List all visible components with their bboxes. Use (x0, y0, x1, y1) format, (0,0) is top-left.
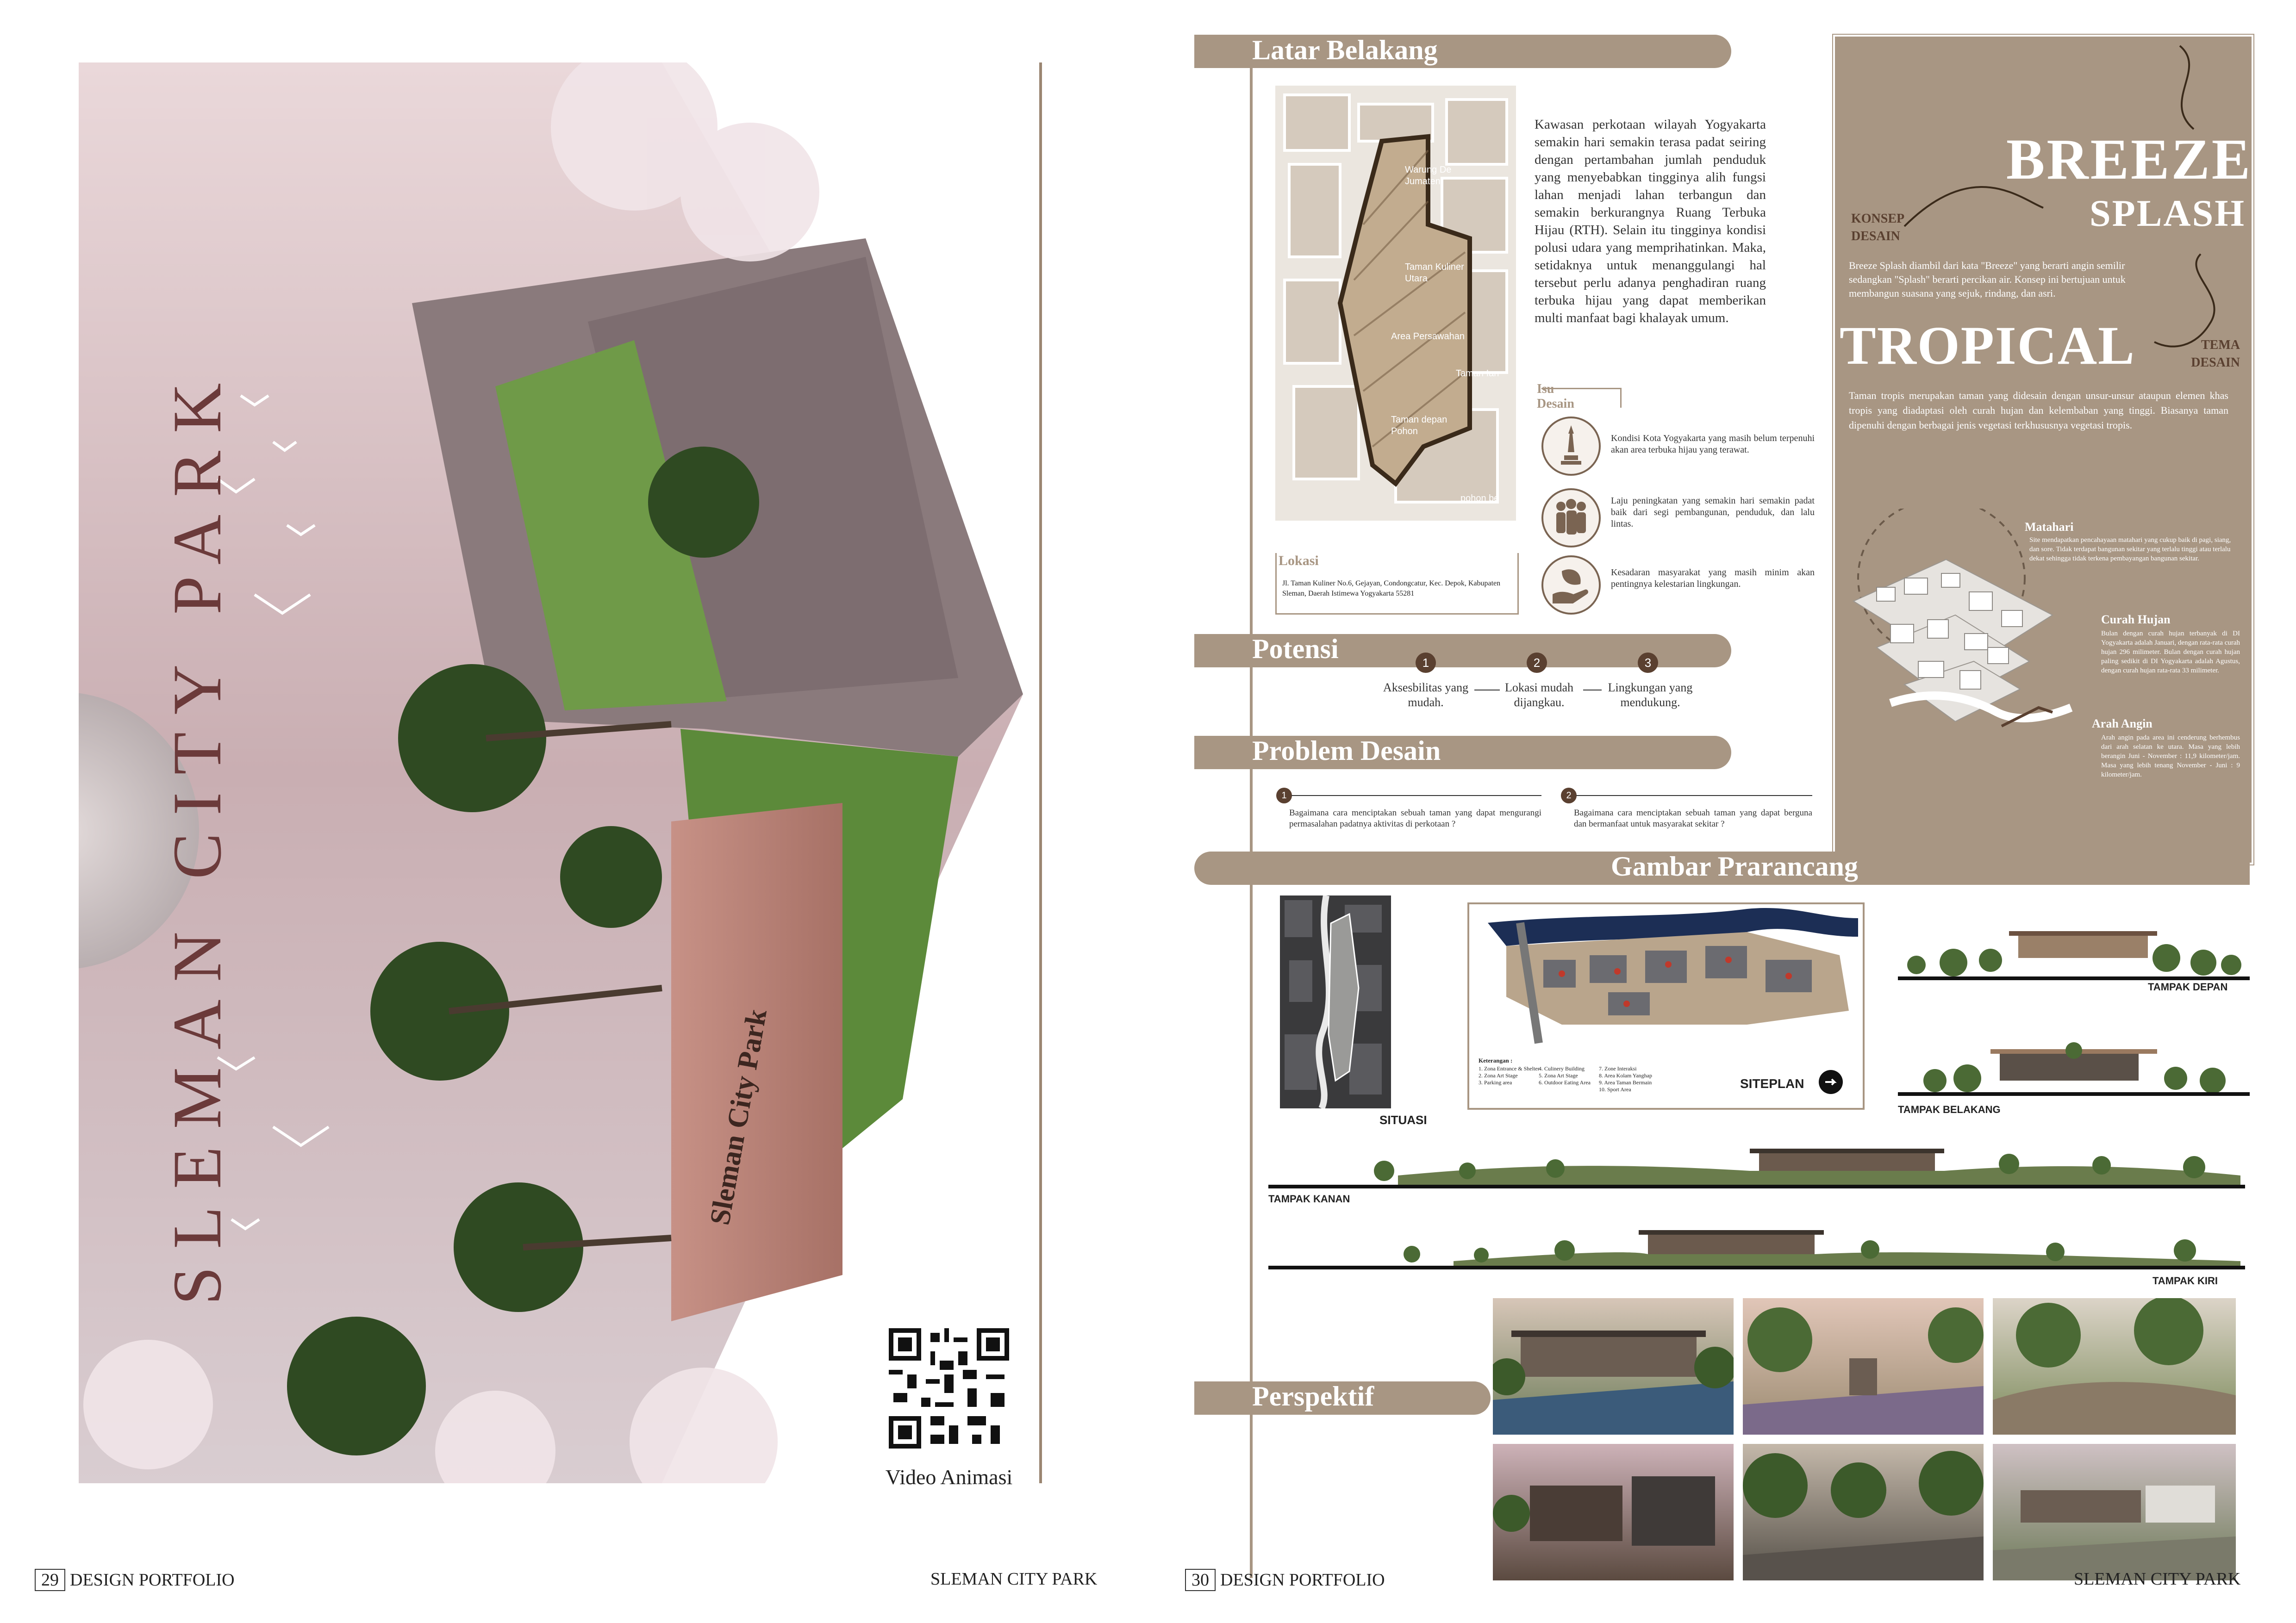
lokasi-box (1275, 553, 1519, 615)
qr-code-graphic (889, 1328, 1009, 1449)
potensi-text-1: Aksesbilitas yang mudah. (1383, 681, 1469, 709)
tema-text: Taman tropis merupakan taman yang didesain dengan unsur-unsur ataupun elemen khas tropis yang diadaptasi oleh curah hujan dan kelembaban yang tinggi. Biasanya taman dipenuhi dengan berbagai jenis vegetasi terkhususnya vegetasi tropis. (1849, 390, 2228, 431)
problem-line-2 (1576, 795, 1812, 796)
matahari-text: Site mendapatkan pencahayaan matahari yang cukup baik di pagi, siang, dan sore. Tidak terdapat bangunan sekitar yang terlalu tinggi atau terlalu dekat sehingga tidak terkena pembayangan bangunan sekitar. (2029, 536, 2231, 562)
keterangan-5: 5. Zona Art Stage (1539, 1072, 1578, 1079)
keterangan-1: 1. Zona Entrance & Shelter (1479, 1065, 1540, 1072)
problem-title: Problem Desain (1252, 735, 1441, 766)
konsep-label (1851, 210, 1904, 245)
keterangan-10: 10. Sport Area (1599, 1086, 1631, 1093)
cover-sign-text: Sleman City Park (704, 1007, 773, 1227)
matahari-title: Matahari (2025, 520, 2074, 534)
hand-leaf-icon (1541, 555, 1601, 615)
perspektif-render-4 (1493, 1444, 1734, 1580)
siteplan-frame (1467, 902, 1865, 1110)
tema-label (2138, 336, 2240, 372)
hujan-title: Curah Hujan (2101, 613, 2171, 626)
potensi-num-3: 3 (1638, 653, 1658, 673)
perspektif-render-1 (1493, 1298, 1734, 1435)
keterangan-9: 9. Area Taman Bermain (1599, 1079, 1652, 1086)
problem-text-1: Bagaimana cara menciptakan sebuah taman yang dapat mengurangi permasalahan padatnya aktivitas di perkotaan ? (1289, 808, 1541, 829)
perspektif-title: Perspektif (1252, 1381, 1374, 1412)
map-label-4: Taman Ian (1456, 368, 1499, 379)
footer-left (35, 1569, 235, 1591)
keterangan-4: 4. Culinery Building (1539, 1065, 1585, 1072)
isu-item-2: Laju peningkatan yang semakin hari semakin padat baik dari segi pembangunan, penduduk, dan lalu lintas. (1611, 496, 1815, 529)
potensi-num-2: 2 (1527, 653, 1547, 673)
potensi-title: Potensi (1252, 634, 1339, 664)
perspektif-render-6 (1993, 1444, 2236, 1580)
lokasi-title: Lokasi (1279, 553, 1319, 568)
konsep-text: Breeze Splash diambil dari kata "Breeze" yang berarti angin semilir sedangkan "Splash" berarti percikan air. Konsep ini bertujuan untuk membangun suasana yang sejuk, rindang, dan asri. (1849, 260, 2126, 299)
breeze-title: BREEZE (2006, 128, 2252, 192)
tampak-depan-render (1898, 926, 2250, 981)
lokasi-text: Jl. Taman Kuliner No.6, Gejayan, Condongcatur, Kec. Depok, Kabupaten Sleman, Daerah Istimewa Yogyakarta 55281 (1282, 579, 1501, 597)
footer-right-title-left: SLEMAN CITY PARK (930, 1569, 1098, 1589)
splash-title: SPLASH (2090, 192, 2246, 234)
siteplan-art (1469, 904, 1863, 1052)
latar-paragraph: Kawasan perkotaan wilayah Yogyakarta semakin hari semakin terasa padat seiring dengan pertambahan jumlah penduduk yang menyebabkan tingginya alih fungsi lahan menjadi lahan terbangun dan semakin berkurangnya Ruang Terbuka Hijau (RTH). Selain itu tingginya kondisi polusi udara yang memprihatinkan. Maka, setidaknya untuk menanggulangi hal tersebut perlu adanya penghadiran ruang terbuka hijau yang dapat memberikan multi manfaat bagi khalayak umum. (1535, 117, 1766, 325)
site-map-art (1275, 86, 1516, 521)
situasi-caption: SITUASI (1379, 1113, 1427, 1127)
keterangan-col-3 (1599, 1065, 1652, 1093)
people-icon (1541, 488, 1601, 547)
footer-right-title-right: SLEMAN CITY PARK (2074, 1569, 2241, 1589)
tampak-kanan-render (1268, 1138, 2245, 1189)
keterangan-6: 6. Outdoor Eating Area (1539, 1079, 1591, 1086)
site-map (1275, 86, 1516, 521)
cover-vertical-title: SLEMAN CITY PARK (159, 365, 236, 1305)
page-number-right: 30 (1185, 1569, 1216, 1591)
keterangan-2: 2. Zona Art Stage (1479, 1072, 1518, 1079)
latar-title: Latar Belakang (1252, 35, 1438, 65)
isu-title-line-2: Desain (1537, 397, 1574, 411)
keterangan-col-1 (1479, 1065, 1540, 1086)
footer-label-right: DESIGN PORTFOLIO (1220, 1570, 1385, 1590)
footer-right-page (1185, 1569, 1385, 1591)
isu-bracket (1541, 388, 1622, 408)
tampak-depan-caption: TAMPAK DEPAN (2148, 981, 2228, 993)
gambar-title: Gambar Prarancang (1611, 851, 1858, 882)
problem-line-1 (1292, 795, 1541, 796)
potensi-num-1: 1 (1416, 653, 1436, 673)
potensi-text-3: Lingkungan yang mendukung. (1608, 681, 1693, 709)
map-label-6: pohon be (1460, 493, 1499, 504)
perspektif-render-2 (1743, 1298, 1984, 1435)
konsep-label-line-1: KONSEP (1851, 211, 1905, 226)
monument-icon (1541, 417, 1601, 476)
page-divider-left (1039, 62, 1042, 1483)
tropical-title: TROPICAL (1840, 315, 2135, 376)
angin-text: Arah angin pada area ini cenderung berhembus dari arah selatan ke utara. Masa yang lebih berangin Juni - November : 11,9 kilometer/jam. Masa yang lebih tenang November - Juni : 9 kilometer/jam. (2101, 734, 2240, 778)
qr-caption: Video Animasi (885, 1465, 1013, 1489)
keterangan-8: 8. Area Kolam Yanghap (1599, 1072, 1652, 1079)
concept-panel (1833, 35, 2253, 864)
perspektif-render-5 (1743, 1444, 1984, 1580)
isu-item-1: Kondisi Kota Yogyakarta yang masih belum terpenuhi akan area terbuka hijau yang terawat. (1611, 433, 1815, 455)
siteplan-caption: SITEPLAN (1740, 1076, 1804, 1091)
map-label-2: Taman Kuliner Utara (1405, 262, 1464, 284)
problem-num-2: 2 (1561, 788, 1577, 803)
isu-title-line-1: Isu (1537, 382, 1554, 396)
hujan-text: Bulan dengan curah hujan terbanyak di DI Yogyakarta adalah Januari, dengan rata-rata curah hujan 296 milimeter. Bulan dengan curah hujan paling sedikit di DI Yogyakarta adalah Agustus, dengan curah hujan rata-rata 33 milimeter. (2101, 630, 2240, 674)
tampak-kiri-caption: TAMPAK KIRI (2152, 1275, 2218, 1287)
map-label-3: Area Persawahan (1391, 331, 1465, 342)
problem-num-1: 1 (1276, 788, 1292, 803)
map-label-5: Taman depan Pohon (1391, 415, 1447, 436)
keterangan-title: Keterangan : (1479, 1057, 1513, 1064)
right-page-spine (1250, 51, 1253, 1578)
qr-code[interactable] (889, 1328, 1009, 1449)
potensi-text-2: Lokasi mudah dijangkau. (1504, 681, 1574, 709)
keterangan-7: 7. Zone Interaksi (1599, 1065, 1637, 1072)
keterangan-3: 3. Parking area (1479, 1079, 1512, 1086)
isu-item-3: Kesadaran masyarakat yang masih minim akan pentingnya kelestarian lingkungan. (1611, 567, 1815, 589)
tampak-kiri-render (1268, 1222, 2245, 1270)
tampak-belakang-caption: TAMPAK BELAKANG (1898, 1104, 2001, 1115)
footer-label-left: DESIGN PORTFOLIO (70, 1570, 235, 1590)
tampak-kanan-caption: TAMPAK KANAN (1268, 1193, 1350, 1205)
situasi-map (1280, 895, 1391, 1108)
keterangan-col-2 (1539, 1065, 1591, 1086)
problem-text-2: Bagaimana cara menciptakan sebuah taman yang dapat berguna dan bermanfaat untuk masyarakat sekitar ? (1574, 808, 1812, 829)
north-arrow-icon (1819, 1070, 1843, 1094)
konsep-label-line-2: DESAIN (1851, 229, 1900, 243)
perspektif-render-3 (1993, 1298, 2236, 1435)
tema-label-line-1: TEMA (2201, 338, 2240, 352)
tampak-belakang-render (1898, 1039, 2250, 1097)
angin-title: Arah Angin (2092, 717, 2152, 730)
page-number-left: 29 (35, 1569, 65, 1591)
map-label-1: Warung De Jumaten (1405, 165, 1452, 187)
tema-label-line-2: DESAIN (2191, 355, 2240, 370)
